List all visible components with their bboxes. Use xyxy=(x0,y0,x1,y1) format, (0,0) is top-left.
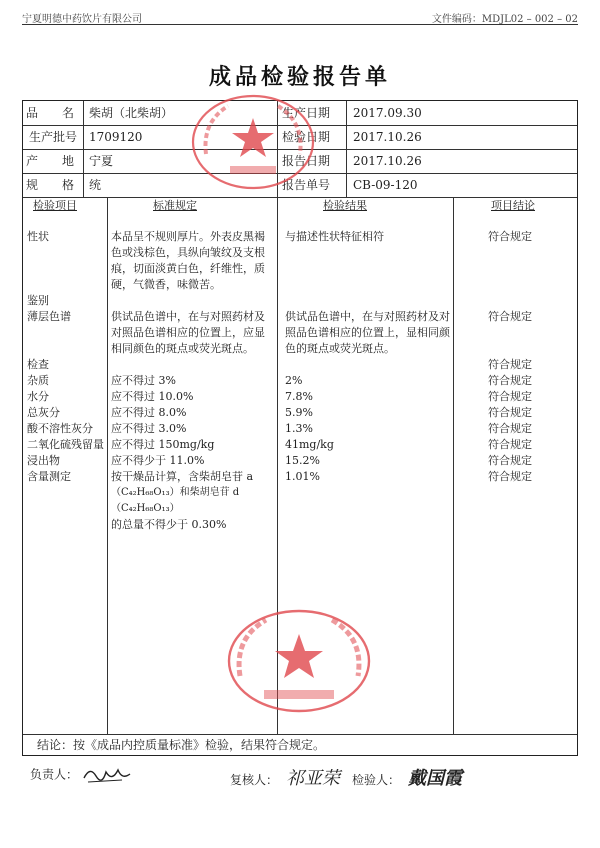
test-item: 酸不溶性灰分 xyxy=(27,422,93,435)
conclusion-text: 结论：按《成品内控质量标准》检验，结果符合规定。 xyxy=(23,734,577,755)
product-label: 品 名 xyxy=(23,101,84,125)
test-item: 二氧化硫残留量 xyxy=(27,438,104,451)
signature-area xyxy=(30,760,570,790)
test-result: 1.3% xyxy=(285,422,313,435)
inspector-signature: 检验人： 戴国霞 xyxy=(352,768,463,789)
test-standard: 应不得过 3.0% xyxy=(111,422,187,435)
inspection-date-value: 2017.10.26 xyxy=(353,130,422,144)
test-standard: 应不得过 3% xyxy=(111,374,176,387)
inspector-name: 戴国霞 xyxy=(408,768,463,789)
test-result: 41mg/kg xyxy=(285,438,334,451)
origin-label: 产 地 xyxy=(23,149,84,173)
test-item: 鉴别 xyxy=(27,294,49,307)
test-standard: 应不得过 10.0% xyxy=(111,390,194,403)
reviewer-signature: 复核人： 祁亚荣 xyxy=(230,768,341,789)
document-header xyxy=(22,10,578,25)
column-header-result: 检验结果 xyxy=(323,199,367,212)
test-row-xingzhuang xyxy=(23,229,577,299)
batch-label: 生产批号 xyxy=(23,125,84,149)
test-item: 检查 xyxy=(27,358,49,371)
info-row-origin xyxy=(23,149,577,174)
production-date-label: 生产日期 xyxy=(277,101,347,125)
batch-value: 1709120 xyxy=(89,130,143,144)
test-conclusion: 符合规定 xyxy=(488,454,532,467)
test-result: 1.01% xyxy=(285,470,320,483)
document-number: 文件编码：MDJL02 – 002 – 02 xyxy=(431,14,578,25)
report-title: 成品检验报告单 xyxy=(208,64,391,90)
test-conclusion: 符合规定 xyxy=(488,470,532,483)
test-conclusion: 符合规定 xyxy=(488,390,532,403)
column-header-item: 检验项目 xyxy=(33,199,77,212)
report-number-label: 报告单号 xyxy=(277,173,347,197)
column-header-conclusion: 项目结论 xyxy=(491,199,535,212)
standard-line: 按干燥品计算，含柴胡皂苷 a xyxy=(111,470,254,483)
origin-value: 宁夏 xyxy=(89,154,114,168)
standard-line: 的总量不得少于 0.30% xyxy=(111,518,227,531)
test-standard: 应不得过 150mg/kg xyxy=(111,438,215,451)
production-date-value: 2017.09.30 xyxy=(353,106,422,120)
report-date-label: 报告日期 xyxy=(277,149,347,173)
standard-line: （C₄₂H₆₈O₁₃）和柴胡皂苷 d（C₄₂H₆₈O₁₃） xyxy=(111,487,240,514)
info-row-spec xyxy=(23,173,577,198)
spec-label: 规 格 xyxy=(23,173,84,197)
responsible-signature: 负责人： xyxy=(30,764,132,786)
report-date-value: 2017.10.26 xyxy=(353,154,422,168)
test-row-tlc xyxy=(23,309,577,359)
test-result: 7.8% xyxy=(285,390,313,403)
test-standard: 应不得少于 11.0% xyxy=(111,454,205,467)
test-standard: 应不得过 8.0% xyxy=(111,406,187,419)
test-item: 杂质 xyxy=(27,374,49,387)
test-conclusion: 符合规定 xyxy=(488,358,532,371)
test-item: 含量测定 xyxy=(27,470,71,483)
report-number-value: CB-09-120 xyxy=(353,178,418,192)
report-table xyxy=(22,100,578,756)
product-value: 柴胡（北柴胡） xyxy=(89,106,174,120)
column-header-standard: 标准规定 xyxy=(153,199,197,212)
test-item: 浸出物 xyxy=(27,454,60,467)
test-item: 性状 xyxy=(27,230,49,243)
test-result: 与描述性状特征相符 xyxy=(285,230,384,243)
info-row-product xyxy=(23,101,577,126)
responsible-signature-mark xyxy=(82,764,132,786)
test-conclusion: 符合规定 xyxy=(488,310,532,323)
test-item: 薄层色谱 xyxy=(27,310,71,323)
test-conclusion: 符合规定 xyxy=(488,422,532,435)
test-row-hanliang xyxy=(23,469,577,531)
test-result: 2% xyxy=(285,374,303,387)
company-name: 宁夏明德中药饮片有限公司 xyxy=(22,14,142,25)
test-item: 水分 xyxy=(27,390,49,403)
test-conclusion: 符合规定 xyxy=(488,406,532,419)
spec-value: 统 xyxy=(89,178,102,192)
test-conclusion: 符合规定 xyxy=(488,374,532,387)
test-result: 5.9% xyxy=(285,406,313,419)
test-item: 总灰分 xyxy=(27,406,60,419)
test-result: 供试品色谱中，在与对照药材及对照品色谱相应的位置上，显相同颜色的斑点或荧光斑点。 xyxy=(285,310,450,355)
test-standard: 本品呈不规则厚片。外表皮黑褐色或浅棕色，具纵向皱纹及支根痕，切面淡黄白色，纤维性，质硬，气微香，味微苦。 xyxy=(111,230,265,291)
test-result: 15.2% xyxy=(285,454,320,467)
inspection-date-label: 检验日期 xyxy=(277,125,347,149)
test-conclusion: 符合规定 xyxy=(488,438,532,451)
test-conclusion: 符合规定 xyxy=(488,230,532,243)
test-standard xyxy=(111,469,273,533)
test-standard: 供试品色谱中，在与对照药材及对照品色谱相应的位置上，应显相同颜色的斑点或荧光斑点。 xyxy=(111,310,265,355)
reviewer-name: 祁亚荣 xyxy=(286,768,341,789)
info-row-batch xyxy=(23,125,577,150)
